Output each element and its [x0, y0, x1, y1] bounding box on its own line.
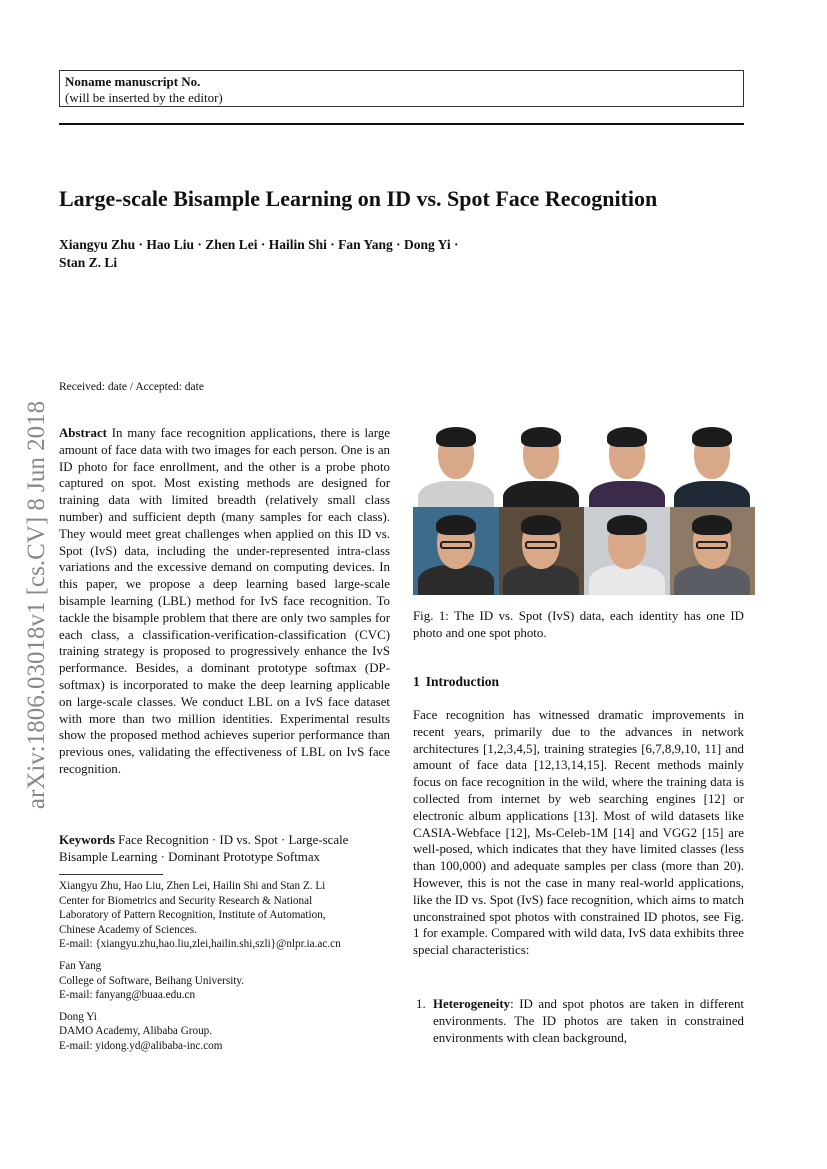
list-item-label: Heterogeneity [433, 997, 511, 1011]
section-title: Introduction [425, 674, 500, 689]
shirt [589, 565, 665, 595]
manuscript-number: Noname manuscript No. [65, 74, 201, 89]
hair [436, 515, 476, 535]
spot-photo [670, 507, 756, 595]
hair [521, 427, 561, 447]
editor-note: (will be inserted by the editor) [65, 90, 223, 105]
keywords [59, 832, 390, 866]
footnote-email: E-mail: fanyang@buaa.edu.cn [59, 989, 196, 1002]
keywords-text: Face Recognition · ID vs. Spot · Large-scale Bisample Learning · Dominant Prototype Softmax [59, 833, 349, 864]
hair [607, 427, 647, 447]
shirt [674, 565, 750, 595]
arxiv-stamp: arXiv:1806.03018v1 [cs.CV] 8 Jun 2018 [23, 400, 50, 810]
shirt [589, 481, 665, 507]
footnote-line: Chinese Academy of Sciences. [59, 923, 197, 936]
footnote-affiliation-1 [59, 879, 390, 952]
id-photo [499, 423, 585, 507]
spot-photo [413, 507, 499, 595]
footnote-line: Fan Yang [59, 959, 102, 972]
footnote-line: College of Software, Beihang University. [59, 974, 245, 987]
footnote-line: Xiangyu Zhu, Hao Liu, Zhen Lei, Hailin Shi and Stan Z. Li [59, 880, 326, 892]
spot-photo [584, 507, 670, 595]
list-item-number: 1. [416, 997, 426, 1011]
hair [692, 427, 732, 447]
footnote-line: Laboratory of Pattern Recognition, Institute of Automation, [59, 909, 326, 922]
section-number: 1 [413, 674, 420, 689]
spot-photo [499, 507, 585, 595]
author-line-2: Stan Z. Li [59, 255, 118, 270]
keywords-label: Keywords [59, 833, 115, 847]
footnote-line: DAMO Academy, Alibaba Group. [59, 1025, 213, 1038]
abstract-text: In many face recognition applications, there is large amount of face data with two images for each person. One is an ID photo for face enrollment, and the other is a probe photo captured on spot. Most existing methods are designed for training data with limited breadth (relatively small class number) and sufficient depth (many samples for each class). They would meet great challenges when applied on this ID vs. Spot (IvS) data, including the under-represented intra-class variations and the excessive demand on computing devices. In this paper, we propose a deep learning based large-scale bisample learning (LBL) method for IvS face recognition. To tackle the bisample problem that there are only two samples for each class, a classification-verification-classification (CVC) training strategy is proposed to progressively enhance the IvS performance. Besides, a dominant prototype softmax (DP-softmax) is incorporated to make the deep learning applicable on large-scale classes. We conduct LBL on a IvS face dataset with more than two million identities. Experimental results show the proposed method achieves superior performance than previous ones, validating the effectiveness of LBL on IvS face recognition. [59, 426, 390, 776]
list-item-text: : ID and spot photos are taken in different environments. The ID photos are taken in constrained environments with clean background, [433, 997, 744, 1045]
hair [436, 427, 476, 447]
figure-caption: Fig. 1: The ID vs. Spot (IvS) data, each identity has one ID photo and one spot photo. [413, 609, 744, 640]
footnote-email: E-mail: yidong.yd@alibaba-inc.com [59, 1039, 223, 1052]
footnote-affiliation-2 [59, 959, 390, 1003]
shirt [503, 481, 579, 507]
footnote-email: E-mail: {xiangyu.zhu,hao.liu,zlei,hailin.shi,szli}@nlpr.ia.ac.cn [59, 938, 341, 951]
hair [521, 515, 561, 535]
header-rule [59, 123, 744, 125]
footnotes [59, 879, 390, 1061]
hair [607, 515, 647, 535]
shirt [503, 565, 579, 595]
received-date: Received: date / Accepted: date [59, 381, 204, 393]
author-list [59, 236, 579, 272]
footnote-line: Center for Biometrics and Security Research & National [59, 894, 313, 907]
footnote-rule [59, 874, 163, 875]
footnote-affiliation-3 [59, 1010, 390, 1054]
shirt [674, 481, 750, 507]
glasses [525, 541, 557, 549]
ivs-photo-figure [413, 423, 755, 595]
characteristics-list [413, 996, 744, 1046]
abstract [59, 425, 390, 778]
id-photo [413, 423, 499, 507]
footnote-line: Dong Yi [59, 1010, 97, 1023]
glasses [696, 541, 728, 549]
hair [692, 515, 732, 535]
paper-title: Large-scale Bisample Learning on ID vs. Spot Face Recognition [59, 186, 658, 211]
list-item [413, 996, 744, 1046]
manuscript-header-box [59, 70, 744, 107]
id-photo [670, 423, 756, 507]
glasses [440, 541, 472, 549]
id-photo [584, 423, 670, 507]
introduction-paragraph: Face recognition has witnessed dramatic improvements in recent years, primarily due to the advances in network architectures [1,2,3,4,5], training strategies [6,7,8,9,10, 11] and amount of face data [12,13,14,15]. Recent methods mainly focus on face recognition in the wild, where the training data is collected from internet by web searching engines [12] or electronic album applications [13]. Most of wild datasets like CASIA-Webface [12], Ms-Celeb-1M [14] and VGG2 [15] are well-posed, which indicates that they have limited classes (less than 100,000) and adequate samples per class (more than 20). However, this is not the case in many real-world applications, like the ID vs. Spot (IvS) face recognition, which aims to match unconstrained spot photos with constrained ID photos, see Fig. 1 for example. Compared with wild data, IvS data exhibits three special characteristics: [413, 708, 744, 958]
author-line-1: Xiangyu Zhu · Hao Liu · Zhen Lei · Hailin Shi · Fan Yang · Dong Yi · [59, 237, 459, 252]
section-heading [413, 674, 499, 690]
abstract-label: Abstract [59, 426, 107, 440]
shirt [418, 565, 494, 595]
shirt [418, 481, 494, 507]
